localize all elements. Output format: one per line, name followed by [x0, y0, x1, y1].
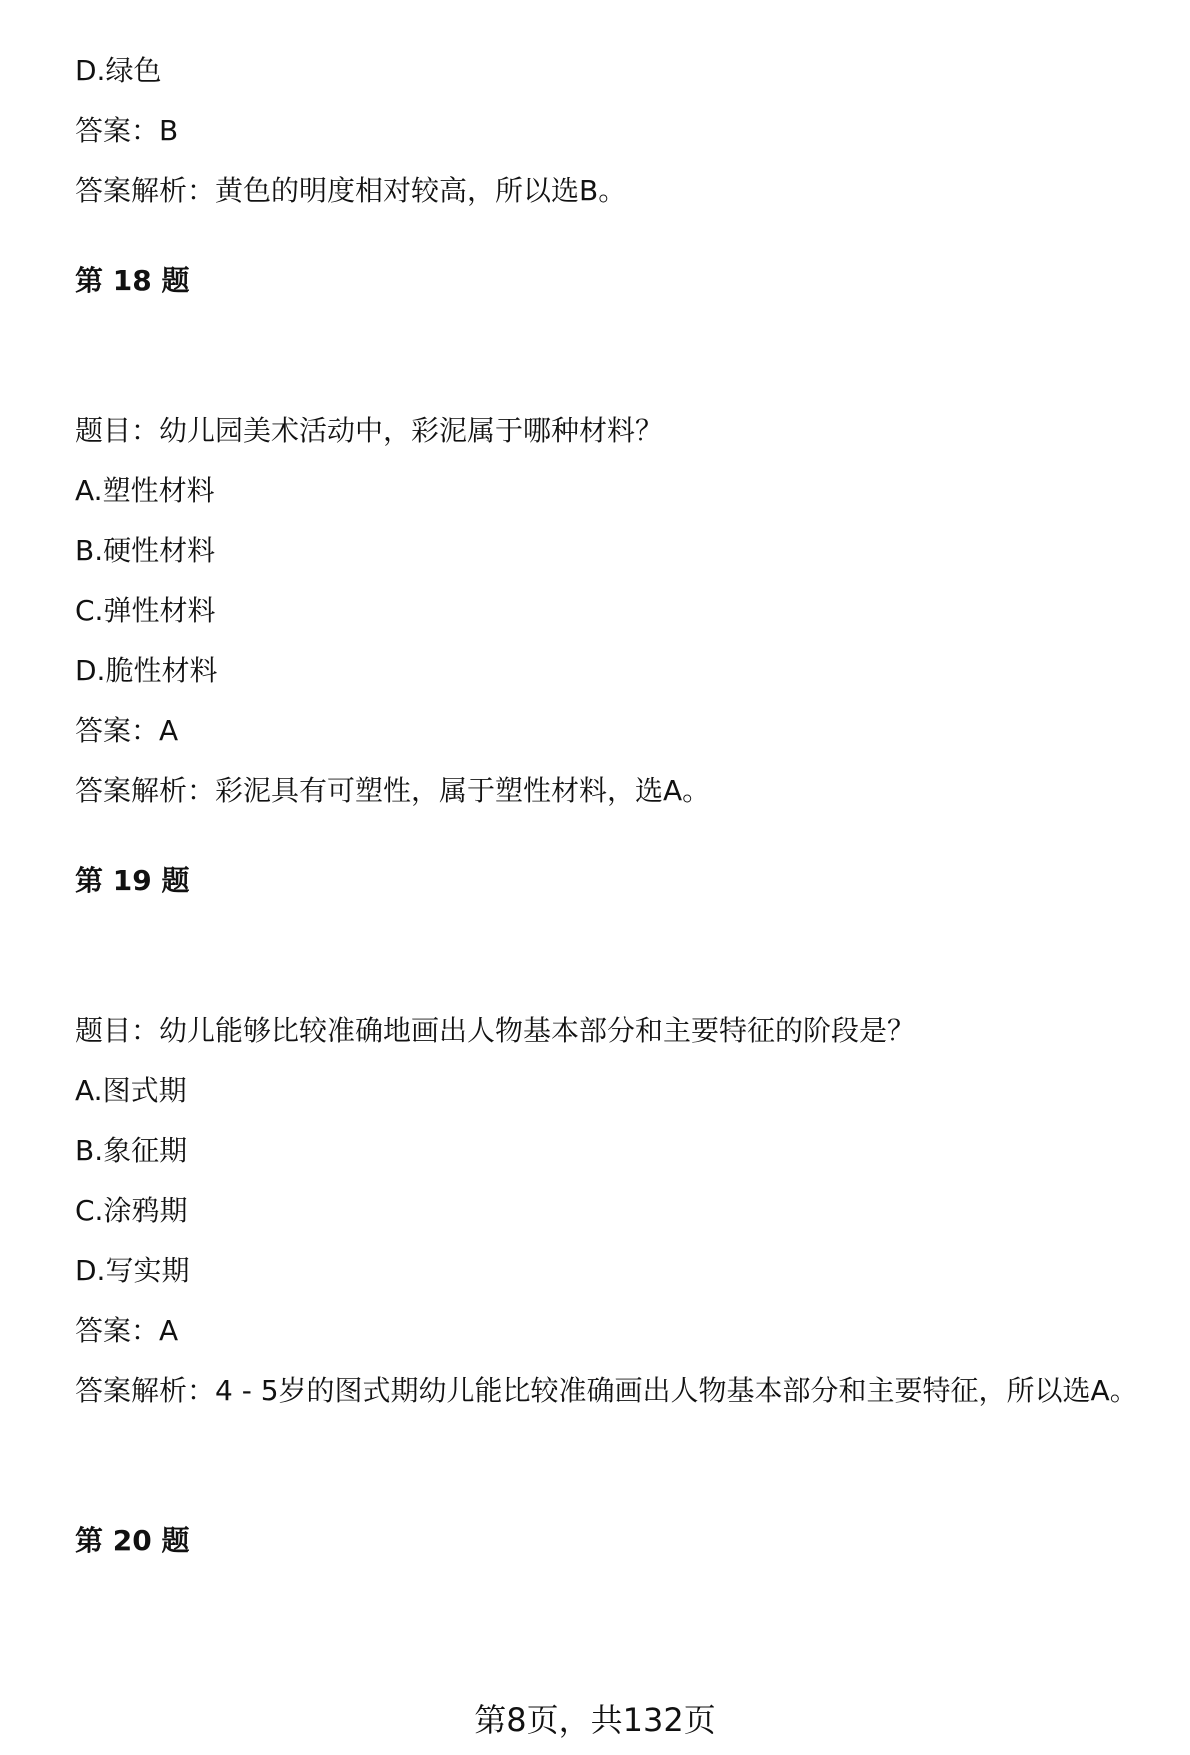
- q18-explanation: 答案解析：彩泥具有可塑性，属于塑性材料，选A。: [75, 774, 711, 807]
- q19-option-d: D.写实期: [75, 1254, 190, 1287]
- q18-option-d: D.脆性材料: [75, 654, 218, 687]
- q19-heading: 第 19 题: [75, 864, 190, 897]
- q17-option-d: D.绿色: [75, 54, 162, 87]
- q17-answer: 答案：B: [75, 114, 179, 147]
- q18-option-a: A.塑性材料: [75, 474, 215, 507]
- q18-option-c: C.弹性材料: [75, 594, 216, 627]
- q19-question: 题目：幼儿能够比较准确地画出人物基本部分和主要特征的阶段是？: [75, 1014, 916, 1047]
- q19-option-a: A.图式期: [75, 1074, 187, 1107]
- page-number-footer: 第8页，共132页: [474, 1701, 716, 1739]
- q19-explanation: 答案解析：4 - 5岁的图式期幼儿能比较准确画出人物基本部分和主要特征，所以选A。: [75, 1374, 1138, 1407]
- q19-answer: 答案：A: [75, 1314, 179, 1347]
- q17-explanation: 答案解析：黄色的明度相对较高，所以选B。: [75, 174, 627, 207]
- q18-heading: 第 18 题: [75, 264, 190, 297]
- q19-option-c: C.涂鸦期: [75, 1194, 188, 1227]
- q19-option-b: B.象征期: [75, 1134, 188, 1167]
- q18-question: 题目：幼儿园美术活动中，彩泥属于哪种材料？: [75, 414, 664, 447]
- q18-answer: 答案：A: [75, 714, 179, 747]
- q20-heading: 第 20 题: [75, 1524, 190, 1557]
- q18-option-b: B.硬性材料: [75, 534, 216, 567]
